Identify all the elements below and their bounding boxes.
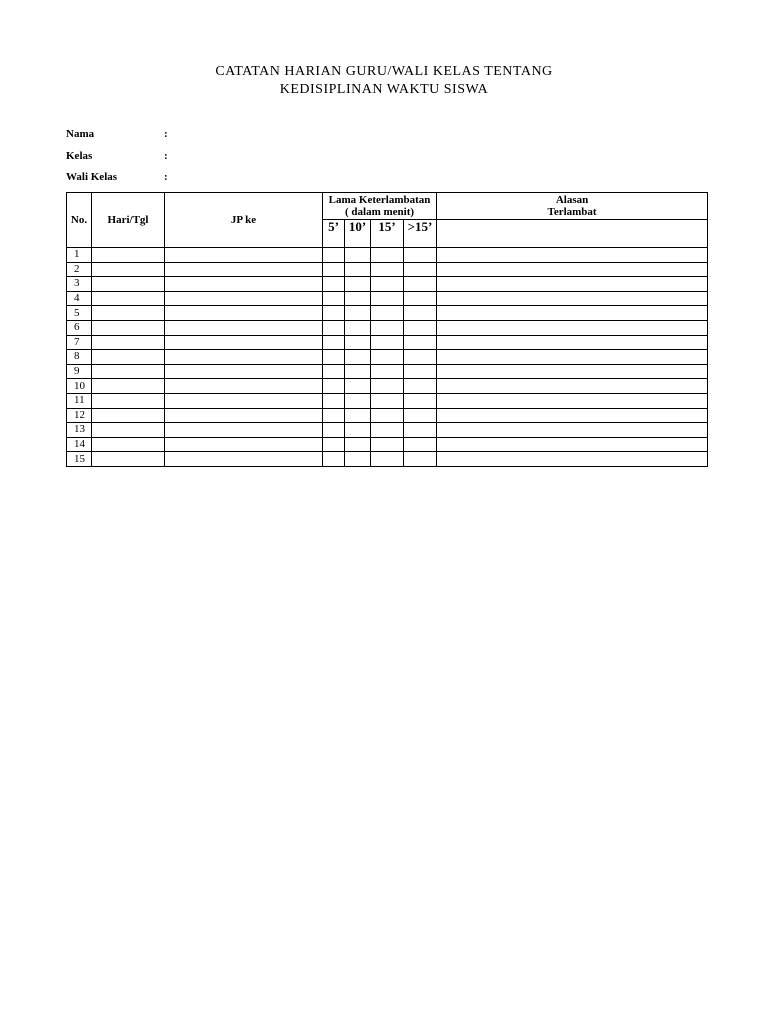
cell-late-5[interactable]: [323, 248, 345, 263]
table-row: [67, 262, 708, 277]
cell-reason[interactable]: [437, 335, 708, 350]
header-lateness: [323, 193, 437, 220]
cell-late-over-15[interactable]: [404, 291, 437, 306]
table-row: [67, 393, 708, 408]
cell-late-10[interactable]: [345, 393, 371, 408]
cell-late-15[interactable]: [371, 320, 404, 335]
cell-jp[interactable]: [165, 437, 323, 452]
cell-late-10[interactable]: [345, 408, 371, 423]
row-number: 6: [67, 320, 92, 335]
cell-jp[interactable]: [165, 306, 323, 321]
cell-reason[interactable]: [437, 262, 708, 277]
header-jp: JP ke: [165, 193, 323, 248]
header-lateness-line-2: ( dalam menit): [345, 206, 415, 218]
field-label: Wali Kelas: [66, 171, 118, 183]
field-colon: :: [164, 171, 168, 183]
field-label: Kelas: [66, 150, 93, 162]
cell-date[interactable]: [92, 277, 165, 292]
lateness-log-table: [66, 192, 708, 467]
cell-reason[interactable]: [437, 423, 708, 438]
cell-reason[interactable]: [437, 393, 708, 408]
cell-late-over-15[interactable]: [404, 408, 437, 423]
cell-late-over-15[interactable]: [404, 262, 437, 277]
cell-jp[interactable]: [165, 320, 323, 335]
cell-late-15[interactable]: [371, 248, 404, 263]
header-reason-blank: [437, 220, 708, 248]
cell-reason[interactable]: [437, 452, 708, 467]
cell-late-5[interactable]: [323, 393, 345, 408]
cell-late-10[interactable]: [345, 291, 371, 306]
table-row: [67, 291, 708, 306]
cell-jp[interactable]: [165, 379, 323, 394]
cell-jp[interactable]: [165, 408, 323, 423]
cell-date[interactable]: [92, 437, 165, 452]
row-number: 1: [67, 248, 92, 263]
row-number: 5: [67, 306, 92, 321]
header-reason-line-2: Terlambat: [547, 206, 597, 218]
row-number: 7: [67, 335, 92, 350]
cell-date[interactable]: [92, 335, 165, 350]
cell-late-15[interactable]: [371, 262, 404, 277]
cell-late-10[interactable]: [345, 320, 371, 335]
cell-late-5[interactable]: [323, 364, 345, 379]
row-number: 10: [67, 379, 92, 394]
cell-late-15[interactable]: [371, 452, 404, 467]
cell-date[interactable]: [92, 393, 165, 408]
row-number: 2: [67, 262, 92, 277]
cell-late-10[interactable]: [345, 423, 371, 438]
field-colon: :: [164, 128, 168, 140]
row-number: 8: [67, 350, 92, 365]
table-row: [67, 306, 708, 321]
cell-late-10[interactable]: [345, 437, 371, 452]
cell-date[interactable]: [92, 350, 165, 365]
header-late-over-15: >15’: [404, 220, 437, 248]
cell-late-10[interactable]: [345, 452, 371, 467]
cell-late-over-15[interactable]: [404, 248, 437, 263]
header-no: No.: [67, 193, 92, 248]
cell-jp[interactable]: [165, 248, 323, 263]
cell-late-15[interactable]: [371, 379, 404, 394]
cell-late-over-15[interactable]: [404, 379, 437, 394]
row-number: 4: [67, 291, 92, 306]
table-row: [67, 277, 708, 292]
cell-late-15[interactable]: [371, 350, 404, 365]
header-date: Hari/Tgl: [92, 193, 165, 248]
header-reason-line-1: Alasan: [555, 194, 589, 206]
field-label: Nama: [66, 128, 95, 140]
cell-late-15[interactable]: [371, 291, 404, 306]
cell-late-5[interactable]: [323, 306, 345, 321]
cell-jp[interactable]: [165, 277, 323, 292]
cell-date[interactable]: [92, 320, 165, 335]
row-number: 11: [67, 393, 92, 408]
cell-late-over-15[interactable]: [404, 364, 437, 379]
document-title-line-2: KEDISIPLINAN WAKTU SISWA: [279, 82, 489, 97]
cell-late-15[interactable]: [371, 408, 404, 423]
cell-late-over-15[interactable]: [404, 452, 437, 467]
cell-jp[interactable]: [165, 364, 323, 379]
cell-late-5[interactable]: [323, 437, 345, 452]
cell-reason[interactable]: [437, 364, 708, 379]
header-lateness-line-1: Lama Keterlambatan: [328, 194, 431, 206]
cell-late-over-15[interactable]: [404, 335, 437, 350]
cell-late-5[interactable]: [323, 423, 345, 438]
cell-late-5[interactable]: [323, 408, 345, 423]
cell-late-over-15[interactable]: [404, 350, 437, 365]
cell-date[interactable]: [92, 408, 165, 423]
cell-late-10[interactable]: [345, 248, 371, 263]
cell-reason[interactable]: [437, 350, 708, 365]
cell-date[interactable]: [92, 452, 165, 467]
table-row: [67, 350, 708, 365]
cell-date[interactable]: [92, 423, 165, 438]
cell-late-over-15[interactable]: [404, 423, 437, 438]
table-row: [67, 335, 708, 350]
cell-late-10[interactable]: [345, 306, 371, 321]
cell-jp[interactable]: [165, 423, 323, 438]
cell-late-over-15[interactable]: [404, 437, 437, 452]
row-number: 12: [67, 408, 92, 423]
cell-reason[interactable]: [437, 379, 708, 394]
cell-date[interactable]: [92, 248, 165, 263]
cell-late-15[interactable]: [371, 277, 404, 292]
header-late-10: 10’: [345, 220, 371, 248]
document-title-line-1: CATATAN HARIAN GURU/WALI KELAS TENTANG: [215, 64, 553, 79]
table-row: [67, 320, 708, 335]
row-number: 9: [67, 364, 92, 379]
table-row: [67, 423, 708, 438]
cell-late-15[interactable]: [371, 423, 404, 438]
cell-jp[interactable]: [165, 350, 323, 365]
cell-late-10[interactable]: [345, 364, 371, 379]
cell-late-10[interactable]: [345, 379, 371, 394]
cell-reason[interactable]: [437, 248, 708, 263]
cell-late-5[interactable]: [323, 277, 345, 292]
cell-late-10[interactable]: [345, 335, 371, 350]
cell-late-10[interactable]: [345, 350, 371, 365]
cell-late-15[interactable]: [371, 335, 404, 350]
cell-jp[interactable]: [165, 452, 323, 467]
cell-reason[interactable]: [437, 277, 708, 292]
cell-late-5[interactable]: [323, 452, 345, 467]
row-number: 15: [67, 452, 92, 467]
cell-reason[interactable]: [437, 320, 708, 335]
cell-late-5[interactable]: [323, 335, 345, 350]
cell-late-5[interactable]: [323, 350, 345, 365]
cell-reason[interactable]: [437, 306, 708, 321]
table-row: [67, 364, 708, 379]
cell-late-15[interactable]: [371, 306, 404, 321]
table-row: [67, 379, 708, 394]
field-nama: [66, 128, 366, 142]
cell-late-15[interactable]: [371, 364, 404, 379]
field-colon: :: [164, 150, 168, 162]
header-late-15: 15’: [371, 220, 404, 248]
row-number: 13: [67, 423, 92, 438]
cell-late-over-15[interactable]: [404, 320, 437, 335]
table-row: [67, 452, 708, 467]
cell-date[interactable]: [92, 364, 165, 379]
cell-date[interactable]: [92, 262, 165, 277]
cell-late-5[interactable]: [323, 379, 345, 394]
field-kelas: [66, 150, 366, 164]
cell-late-10[interactable]: [345, 262, 371, 277]
table-row: [67, 248, 708, 263]
cell-jp[interactable]: [165, 291, 323, 306]
cell-late-over-15[interactable]: [404, 306, 437, 321]
table-row: [67, 437, 708, 452]
row-number: 14: [67, 437, 92, 452]
row-number: 3: [67, 277, 92, 292]
table-row: [67, 408, 708, 423]
cell-late-over-15[interactable]: [404, 393, 437, 408]
header-reason: [437, 193, 708, 220]
cell-reason[interactable]: [437, 291, 708, 306]
header-late-5: 5’: [323, 220, 345, 248]
cell-jp[interactable]: [165, 335, 323, 350]
cell-late-15[interactable]: [371, 393, 404, 408]
cell-late-15[interactable]: [371, 437, 404, 452]
cell-date[interactable]: [92, 306, 165, 321]
cell-jp[interactable]: [165, 393, 323, 408]
cell-late-10[interactable]: [345, 277, 371, 292]
cell-date[interactable]: [92, 379, 165, 394]
cell-date[interactable]: [92, 291, 165, 306]
cell-late-over-15[interactable]: [404, 277, 437, 292]
cell-reason[interactable]: [437, 437, 708, 452]
cell-late-5[interactable]: [323, 320, 345, 335]
cell-late-5[interactable]: [323, 291, 345, 306]
cell-late-5[interactable]: [323, 262, 345, 277]
cell-reason[interactable]: [437, 408, 708, 423]
cell-jp[interactable]: [165, 262, 323, 277]
field-wali-kelas: [66, 171, 366, 185]
